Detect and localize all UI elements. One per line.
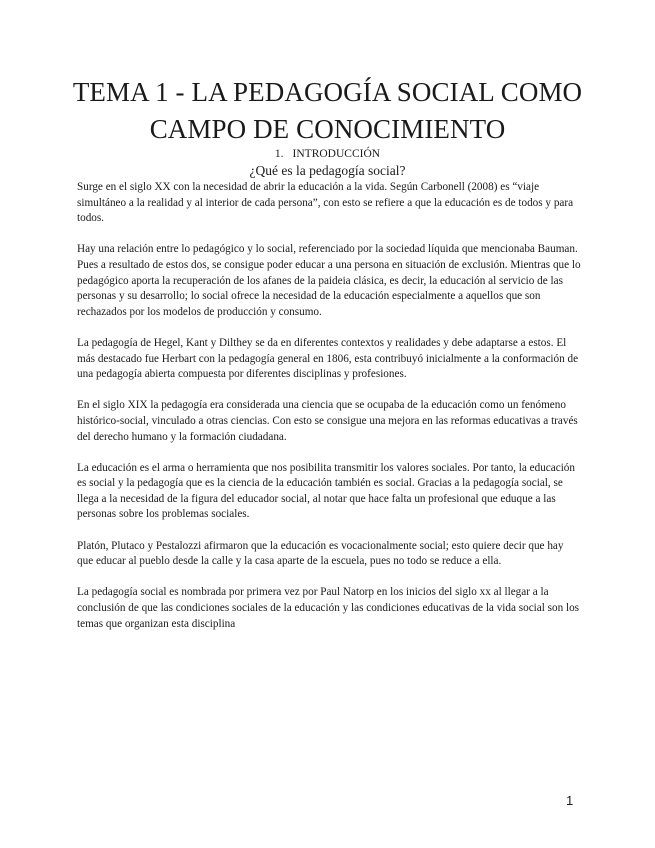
paragraph-6: Platón, Plutaco y Pestalozzi afirmaron que la educación es vocacionalmente social; esto quiere decir que hay que educar al pueblo desde la calle y la casa aparte de la escuela, pues no todo se reduce a ella. xyxy=(77,539,564,568)
paragraph-7: La pedagogía social es nombrada por primera vez por Paul Natorp en los inicios del siglo xx al llegar a la conclusión de que las condiciones sociales de la educación y las condiciones educativas de la vida social son los temas que organizan esta disciplina xyxy=(77,586,580,630)
section-heading-text: INTRODUCCIÓN xyxy=(292,148,381,160)
paragraph-2: Hay una relación entre lo pedagógico y lo social, referenciado por la sociedad líquida que mencionaba Bauman. Pues a resultado de estos dos, se consigue poder educar a una persona en situación de exclusión. Mientras que lo pedagógico aporta la recuperación de los afanes de la paideia clásica, es decir, la educación al servicio de las personas y su desarrollo; lo social ofrece la necesidad de la educación especialmente a aquellos que son rechazados por los modelos de producción y consumo. xyxy=(77,243,581,318)
paragraph-4: En el siglo XIX la pedagogía era considerada una ciencia que se ocupaba de la educación como un fenómeno histórico-social, vinculado a otras ciencias. Con esto se consigue una mejora en las reformas educativas a través del derecho humano y la formación ciudadana. xyxy=(77,399,578,443)
paragraph-1: Surge en el siglo XX con la necesidad de abrir la educación a la vida. Según Carbonell (2008) es “viaje simultáneo a la realidad y al interior de cada persona”, con esto se refiere a que la educación es de todos y para todos. xyxy=(77,181,574,225)
paragraph-3: La pedagogía de Hegel, Kant y Dilthey se da en diferentes contextos y realidades y debe adaptarse a estos. El más destacado fue Herbart con la pedagogía general en 1806, esta contribuyó inicialmente a la conformación de una pedagogía abierta compuesta por diferentes disciplinas y profesiones. xyxy=(77,336,579,381)
document-title: TEMA 1 - LA PEDAGOGÍA SOCIAL COMO CAMPO DE CONOCIMIENTO xyxy=(72,77,583,144)
section-heading xyxy=(60,146,595,162)
paragraph-5: La educación es el arma o herramienta que nos posibilita transmitir los valores sociales. Por tanto, la educación es social y la pedagogía que es la ciencia de la educación también es social. Gracias a la pedagogía social, se llega a la necesidad de la figura del educador social, al notar que hace falta un profesional que eduque a las personas sobre los problemas sociales. xyxy=(77,461,575,521)
section-number: 1. xyxy=(274,148,284,160)
page-number: 1 xyxy=(566,793,574,808)
subheading: ¿Qué es la pedagogía social? xyxy=(249,163,406,178)
document-body xyxy=(77,180,582,648)
